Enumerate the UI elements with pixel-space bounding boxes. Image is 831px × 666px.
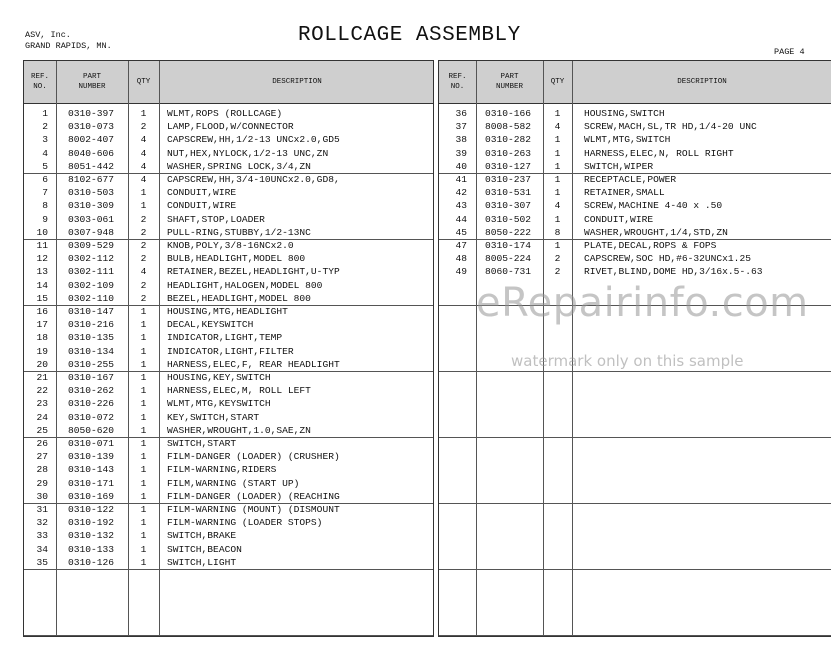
qty-cell: 1: [140, 332, 147, 344]
header-description: DESCRIPTION: [677, 78, 727, 86]
table-header: [24, 61, 433, 104]
ref-cell: 5: [42, 160, 48, 172]
group-separator: [439, 437, 831, 438]
qty-cell: 1: [554, 134, 561, 146]
part-number-cell: 0310-143: [68, 464, 115, 476]
header-part-line1: PART: [82, 73, 101, 81]
qty-cell: 2: [140, 292, 147, 304]
description-cell: NUT,HEX,NYLOCK,1/2-13 UNC,ZN: [167, 147, 329, 159]
parts-table-right: [438, 60, 831, 637]
description-cell: SCREW,MACHINE 4-40 x .50: [584, 200, 723, 212]
ref-cell: 4: [42, 147, 48, 159]
description-cell: SWITCH,LIGHT: [167, 556, 237, 568]
ref-cell: 49: [455, 266, 467, 278]
part-number-cell: 0310-171: [68, 477, 115, 489]
part-number-cell: 0310-169: [68, 490, 115, 502]
group-separator: [439, 503, 831, 504]
part-number-cell: 0310-166: [485, 108, 532, 119]
qty-cell: 2: [140, 121, 147, 133]
group-separator: [24, 635, 433, 636]
part-number-cell: 8040-606: [68, 147, 115, 159]
part-number-cell: 0310-126: [68, 556, 115, 568]
description-cell: HARNESS,ELEC,F, REAR HEADLIGHT: [167, 358, 340, 370]
table-row: [24, 107, 433, 120]
header-part: [56, 61, 128, 103]
part-number-cell: 0310-255: [68, 358, 115, 370]
table-row: [439, 160, 831, 173]
ref-cell: 3: [42, 134, 48, 146]
table-row: [24, 477, 433, 490]
description-cell: HOUSING,SWITCH: [584, 108, 665, 119]
table-row: [24, 279, 433, 292]
qty-cell: 1: [140, 108, 147, 119]
ref-cell: 30: [36, 490, 48, 502]
part-number-cell: 0310-531: [485, 187, 532, 199]
qty-cell: 1: [140, 424, 147, 436]
qty-cell: 1: [140, 411, 147, 423]
qty-cell: 4: [140, 174, 147, 185]
header-ref: [24, 61, 56, 103]
ref-cell: 25: [36, 424, 48, 436]
qty-cell: 1: [140, 517, 147, 529]
qty-cell: 1: [554, 187, 561, 199]
qty-cell: 1: [140, 438, 147, 449]
ref-cell: 41: [455, 174, 467, 185]
ref-cell: 44: [455, 213, 467, 225]
ref-cell: 32: [36, 517, 48, 529]
qty-cell: 1: [554, 108, 561, 119]
qty-cell: 1: [140, 451, 147, 463]
qty-cell: 1: [140, 543, 147, 555]
qty-cell: 2: [140, 253, 147, 265]
description-cell: KNOB,POLY,3/8-16NCx2.0: [167, 240, 294, 251]
part-number-cell: 8002-407: [68, 134, 115, 146]
qty-cell: 8: [554, 226, 561, 238]
qty-cell: 1: [140, 504, 147, 515]
part-number-cell: 0310-502: [485, 213, 532, 225]
header-part-line2: NUMBER: [495, 83, 523, 91]
header-ref-line2: NO.: [450, 83, 465, 91]
ref-cell: 10: [36, 226, 48, 238]
description-cell: WASHER,SPRING LOCK,3/4,ZN: [167, 160, 311, 172]
part-number-cell: 8051-442: [68, 160, 115, 172]
part-number-cell: 0310-147: [68, 306, 115, 317]
watermark-main: eRepairinfo.com: [476, 280, 809, 326]
description-cell: SWITCH,BRAKE: [167, 530, 237, 542]
company-name: [25, 30, 112, 52]
part-number-cell: 0310-397: [68, 108, 115, 119]
table-row: [24, 186, 433, 199]
part-number-cell: 0310-262: [68, 385, 115, 397]
table-row: [439, 186, 831, 199]
table-row: [24, 397, 433, 410]
header-part: [476, 61, 543, 103]
description-cell: SHAFT,STOP,LOADER: [167, 213, 265, 225]
qty-cell: 2: [140, 240, 147, 251]
ref-cell: 39: [455, 147, 467, 159]
part-number-cell: 0310-216: [68, 319, 115, 331]
ref-cell: 23: [36, 398, 48, 410]
part-number-cell: 8008-582: [485, 121, 532, 133]
qty-cell: 1: [140, 490, 147, 502]
table-row: [24, 384, 433, 397]
description-cell: SWITCH,BEACON: [167, 543, 242, 555]
table-row: [439, 226, 831, 239]
description-cell: SWITCH,WIPER: [584, 160, 654, 172]
description-cell: RETAINER,SMALL: [584, 187, 665, 199]
ref-cell: 43: [455, 200, 467, 212]
part-number-cell: 8050-620: [68, 424, 115, 436]
description-cell: PLATE,DECAL,ROPS & FOPS: [584, 240, 717, 251]
ref-cell: 16: [36, 306, 48, 317]
part-number-cell: 0310-071: [68, 438, 115, 449]
ref-cell: 21: [36, 372, 48, 383]
qty-cell: 4: [140, 160, 147, 172]
qty-cell: 4: [554, 121, 561, 133]
part-number-cell: 0310-282: [485, 134, 532, 146]
ref-cell: 22: [36, 385, 48, 397]
table-row: [24, 160, 433, 173]
table-row: [439, 252, 831, 265]
table-row: [24, 252, 433, 265]
part-number-cell: 0310-072: [68, 411, 115, 423]
qty-cell: 4: [140, 134, 147, 146]
ref-cell: 13: [36, 266, 48, 278]
description-cell: LAMP,FLOOD,W/CONNECTOR: [167, 121, 294, 133]
description-cell: FILM-WARNING (LOADER STOPS): [167, 517, 323, 529]
part-number-cell: 0310-226: [68, 398, 115, 410]
part-number-cell: 0310-503: [68, 187, 115, 199]
qty-cell: 4: [140, 266, 147, 278]
table-row: [24, 411, 433, 424]
description-cell: BULB,HEADLIGHT,MODEL 800: [167, 253, 306, 265]
header-part-line1: PART: [500, 73, 519, 81]
ref-cell: 7: [42, 187, 48, 199]
part-number-cell: 0302-111: [68, 266, 115, 278]
part-number-cell: 0303-061: [68, 213, 115, 225]
part-number-cell: 0310-127: [485, 160, 532, 172]
part-number-cell: 8102-677: [68, 174, 115, 185]
part-number-cell: 8060-731: [485, 266, 532, 278]
description-cell: HARNESS,ELEC,N, ROLL RIGHT: [584, 147, 734, 159]
ref-cell: 48: [455, 253, 467, 265]
table-row: [24, 147, 433, 160]
header-description: DESCRIPTION: [272, 78, 322, 86]
table-row: [24, 437, 433, 450]
table-row: [439, 213, 831, 226]
description-cell: WLMT,MTG,SWITCH: [584, 134, 671, 146]
ref-cell: 20: [36, 358, 48, 370]
table-row: [24, 490, 433, 503]
table-row: [439, 107, 831, 120]
part-number-cell: 0310-073: [68, 121, 115, 133]
description-cell: RETAINER,BEZEL,HEADLIGHT,U-TYP: [167, 266, 340, 278]
table-row: [439, 120, 831, 133]
header-ref-line2: NO.: [33, 83, 47, 91]
ref-cell: 18: [36, 332, 48, 344]
qty-cell: 1: [140, 306, 147, 317]
qty-cell: 2: [140, 226, 147, 238]
part-number-cell: 0310-167: [68, 372, 115, 383]
company-city: GRAND RAPIDS, MN.: [25, 41, 112, 51]
qty-cell: 1: [554, 213, 561, 225]
qty-cell: 1: [140, 398, 147, 410]
part-number-cell: 0310-174: [485, 240, 532, 251]
table-row: [24, 318, 433, 331]
ref-cell: 28: [36, 464, 48, 476]
description-cell: FILM-WARNING (MOUNT) (DISMOUNT: [167, 504, 340, 515]
ref-cell: 24: [36, 411, 48, 423]
qty-cell: 2: [554, 253, 561, 265]
ref-cell: 37: [455, 121, 467, 133]
qty-cell: 2: [554, 266, 561, 278]
description-cell: CONDUIT,WIRE: [167, 200, 237, 212]
qty-cell: 1: [554, 147, 561, 159]
qty-cell: 1: [140, 530, 147, 542]
ref-cell: 1: [42, 108, 48, 119]
ref-cell: 19: [36, 345, 48, 357]
ref-cell: 11: [36, 240, 48, 251]
description-cell: WASHER,WROUGHT,1/4,STD,ZN: [584, 226, 728, 238]
description-cell: INDICATOR,LIGHT,TEMP: [167, 332, 283, 344]
part-number-cell: 0302-109: [68, 279, 115, 291]
description-cell: HOUSING,MTG,HEADLIGHT: [167, 306, 288, 317]
table-row: [24, 463, 433, 476]
description-cell: CAPSCREW,HH,3/4-10UNCx2.0,GD8,: [167, 174, 340, 185]
description-cell: INDICATOR,LIGHT,FILTER: [167, 345, 294, 357]
group-separator: [439, 371, 831, 372]
ref-cell: 35: [36, 556, 48, 568]
qty-cell: 1: [554, 174, 561, 185]
part-number-cell: 0310-237: [485, 174, 532, 185]
table-row: [24, 239, 433, 252]
table-row: [24, 345, 433, 358]
ref-cell: 12: [36, 253, 48, 265]
page-title: ROLLCAGE ASSEMBLY: [298, 24, 521, 47]
ref-cell: 27: [36, 451, 48, 463]
table-row: [439, 133, 831, 146]
description-cell: RECEPTACLE,POWER: [584, 174, 677, 185]
company-line: ASV, Inc.: [25, 30, 71, 40]
ref-cell: 36: [455, 108, 467, 119]
table-row: [24, 556, 433, 569]
ref-cell: 9: [42, 213, 48, 225]
description-cell: RIVET,BLIND,DOME HD,3/16x.5-.63: [584, 266, 763, 278]
ref-cell: 45: [455, 226, 467, 238]
header-ref: [439, 61, 476, 103]
description-cell: HARNESS,ELEC,M, ROLL LEFT: [167, 385, 311, 397]
table-row: [24, 292, 433, 305]
part-number-cell: 0310-134: [68, 345, 115, 357]
description-cell: WASHER,WROUGHT,1.0,SAE,ZN: [167, 424, 311, 436]
ref-cell: 6: [42, 174, 48, 185]
table-row: [24, 213, 433, 226]
ref-cell: 17: [36, 319, 48, 331]
table-row: [24, 529, 433, 542]
description-cell: KEY,SWITCH,START: [167, 411, 260, 423]
ref-cell: 33: [36, 530, 48, 542]
qty-cell: 1: [140, 345, 147, 357]
part-number-cell: 8050-222: [485, 226, 532, 238]
table-row: [24, 543, 433, 556]
ref-cell: 38: [455, 134, 467, 146]
header-qty: QTY: [136, 78, 151, 86]
description-cell: FILM,WARNING (START UP): [167, 477, 300, 489]
table-row: [24, 265, 433, 278]
description-cell: FILM-DANGER (LOADER) (REACHING: [167, 490, 340, 502]
description-cell: WLMT,MTG,KEYSWITCH: [167, 398, 271, 410]
qty-cell: 1: [140, 556, 147, 568]
ref-cell: 2: [42, 121, 48, 133]
table-row: [24, 331, 433, 344]
part-number-cell: 0302-110: [68, 292, 115, 304]
ref-cell: 40: [455, 160, 467, 172]
table-row: [439, 173, 831, 186]
header-qty: QTY: [550, 78, 565, 86]
ref-cell: 31: [36, 504, 48, 515]
header-ref-line1: REF.: [30, 73, 49, 81]
table-row: [24, 120, 433, 133]
group-separator: [439, 635, 831, 636]
table-row: [24, 133, 433, 146]
header-ref-line1: REF.: [448, 73, 467, 81]
table-header: [439, 61, 831, 104]
group-separator: [24, 569, 433, 570]
description-cell: HEADLIGHT,HALOGEN,MODEL 800: [167, 279, 323, 291]
qty-cell: 1: [140, 477, 147, 489]
description-cell: FILM-WARNING,RIDERS: [167, 464, 277, 476]
qty-cell: 1: [140, 319, 147, 331]
table-row: [24, 424, 433, 437]
part-number-cell: 0309-529: [68, 240, 115, 251]
page-number: PAGE 4: [774, 47, 805, 57]
ref-cell: 42: [455, 187, 467, 199]
qty-cell: 1: [140, 187, 147, 199]
table-row: [439, 265, 831, 278]
qty-cell: 2: [140, 213, 147, 225]
description-cell: PULL-RING,STUBBY,1/2-13NC: [167, 226, 311, 238]
qty-cell: 1: [140, 358, 147, 370]
qty-cell: 1: [554, 240, 561, 251]
table-row: [439, 239, 831, 252]
qty-cell: 1: [140, 385, 147, 397]
group-separator: [439, 569, 831, 570]
ref-cell: 14: [36, 279, 48, 291]
description-cell: WLMT,ROPS (ROLLCAGE): [167, 108, 283, 119]
qty-cell: 1: [140, 464, 147, 476]
part-number-cell: 8005-224: [485, 253, 532, 265]
description-cell: CONDUIT,WIRE: [167, 187, 237, 199]
ref-cell: 29: [36, 477, 48, 489]
table-row: [439, 147, 831, 160]
table-row: [24, 450, 433, 463]
description-cell: CAPSCREW,SOC HD,#6-32UNCx1.25: [584, 253, 751, 265]
qty-cell: 1: [140, 200, 147, 212]
part-number-cell: 0310-139: [68, 451, 115, 463]
qty-cell: 4: [140, 147, 147, 159]
description-cell: CONDUIT,WIRE: [584, 213, 654, 225]
part-number-cell: 0310-309: [68, 200, 115, 212]
table-row: [24, 358, 433, 371]
part-number-cell: 0310-133: [68, 543, 115, 555]
part-number-cell: 0310-307: [485, 200, 532, 212]
part-number-cell: 0302-112: [68, 253, 115, 265]
qty-cell: 4: [554, 200, 561, 212]
ref-cell: 15: [36, 292, 48, 304]
table-row: [24, 371, 433, 384]
table-row: [24, 516, 433, 529]
table-row: [24, 173, 433, 186]
part-number-cell: 0310-122: [68, 504, 115, 515]
description-cell: CAPSCREW,HH,1/2-13 UNCx2.0,GD5: [167, 134, 340, 146]
part-number-cell: 0310-263: [485, 147, 532, 159]
description-cell: HOUSING,KEY,SWITCH: [167, 372, 271, 383]
part-number-cell: 0310-132: [68, 530, 115, 542]
part-number-cell: 0310-192: [68, 517, 115, 529]
part-number-cell: 0310-135: [68, 332, 115, 344]
qty-cell: 1: [554, 160, 561, 172]
parts-table-left: [23, 60, 434, 637]
watermark-sub: watermark only on this sample: [511, 352, 744, 370]
table-row: [439, 199, 831, 212]
qty-cell: 1: [140, 372, 147, 383]
description-cell: BEZEL,HEADLIGHT,MODEL 800: [167, 292, 311, 304]
description-cell: SWITCH,START: [167, 438, 237, 449]
table-row: [24, 305, 433, 318]
table-row: [24, 226, 433, 239]
table-row: [24, 199, 433, 212]
description-cell: FILM-DANGER (LOADER) (CRUSHER): [167, 451, 340, 463]
ref-cell: 34: [36, 543, 48, 555]
ref-cell: 47: [455, 240, 467, 251]
header-part-line2: NUMBER: [78, 83, 106, 91]
part-number-cell: 0307-948: [68, 226, 115, 238]
ref-cell: 26: [36, 438, 48, 449]
description-cell: SCREW,MACH,SL,TR HD,1/4-20 UNC: [584, 121, 757, 133]
ref-cell: 8: [42, 200, 48, 212]
table-row: [24, 503, 433, 516]
description-cell: DECAL,KEYSWITCH: [167, 319, 254, 331]
qty-cell: 2: [140, 279, 147, 291]
